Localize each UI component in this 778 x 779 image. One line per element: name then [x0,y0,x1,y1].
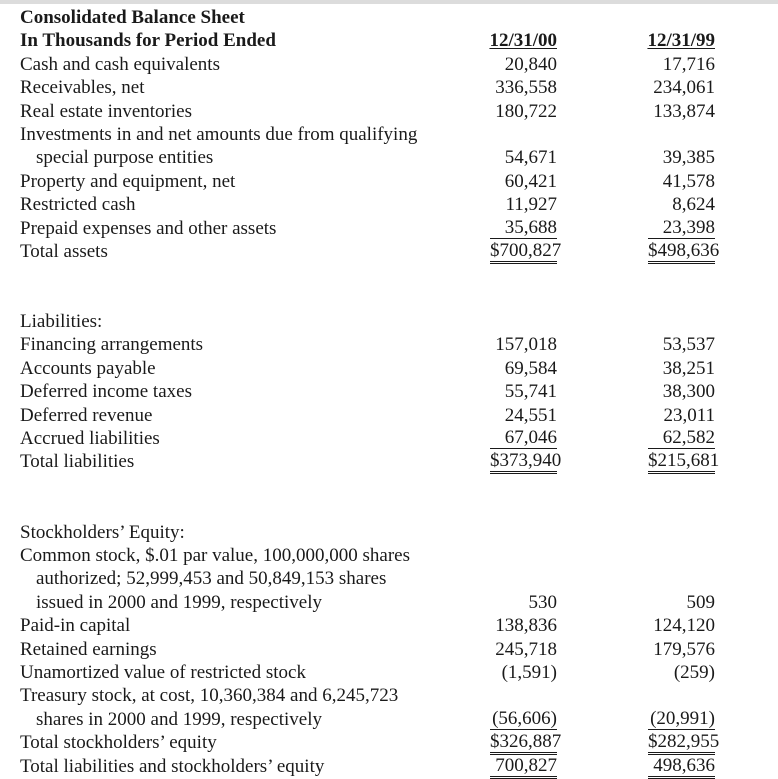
table-row [20,404,760,427]
row-label: Investments in and net amounts due from qualifying [20,123,418,145]
row-label-continued: shares in 2000 and 1999, respectively [36,708,322,730]
value-1999: 38,300 [662,381,715,403]
row-label: Total assets [20,240,108,262]
value-2000: 20,840 [504,53,557,75]
column-header-2000: 12/31/00 [489,30,557,52]
value-2000: 11,927 [505,194,557,216]
row-label: Property and equipment, net [20,170,236,192]
value-1999: $215,681 [648,450,715,474]
row-label-continued: issued in 2000 and 1999, respectively [36,591,323,613]
table-row [20,591,760,614]
value-2000: $373,940 [490,450,557,474]
value-1999: 509 [686,591,715,613]
value-2000: 180,722 [495,100,557,122]
row-label: Total stockholders’ equity [20,732,217,754]
balance-sheet [20,6,760,778]
value-1999: 62,582 [648,427,715,449]
row-label: Accrued liabilities [20,428,160,450]
value-2000: 157,018 [495,334,557,356]
row-label: Total liabilities and stockholders’ equity [20,755,325,777]
row-label: Accounts payable [20,357,156,379]
row-label: Real estate inventories [20,100,192,122]
value-2000: 245,718 [495,638,557,660]
value-1999: 38,251 [662,357,715,379]
equity-heading: Stockholders’ Equity: [20,521,185,543]
table-row [20,193,760,216]
row-label: Common stock, $.01 par value, 100,000,000 shares [20,544,410,566]
table-row [20,53,760,76]
row-label: Unamortized value of restricted stock [20,661,306,683]
value-2000: 700,827 [490,755,557,779]
row-label: Paid-in capital [20,615,131,637]
value-2000: 55,741 [504,381,557,403]
value-2000: 54,671 [504,147,557,169]
top-edge-bar [0,0,778,4]
table-row [20,76,760,99]
section-heading-row [20,310,760,333]
row-label: Deferred revenue [20,404,153,426]
value-2000: 60,421 [504,170,557,192]
table-row [20,638,760,661]
value-2000: 138,836 [495,615,557,637]
value-2000: 24,551 [504,404,557,426]
value-1999: 498,636 [648,755,715,779]
table-row-wrap [20,567,760,590]
total-row [20,450,760,473]
value-2000: 67,046 [490,427,557,449]
table-row-wrap [20,123,760,146]
table-row [20,614,760,637]
row-label: Total liabilities [20,451,135,473]
value-2000: $700,827 [490,240,557,264]
value-1999: 8,624 [672,194,715,216]
table-row [20,146,760,169]
value-1999: (259) [673,661,715,683]
value-2000: $326,887 [490,731,557,755]
row-label: Treasury stock, at cost, 10,360,384 and 6,245,723 [20,685,399,707]
value-2000: (1,591) [501,661,557,683]
column-header-1999: 12/31/99 [647,30,715,52]
table-row [20,661,760,684]
spacer [20,287,760,310]
value-1999: $282,955 [648,731,715,755]
row-label: Financing arrangements [20,334,204,356]
table-row [20,357,760,380]
title-row [20,6,760,29]
row-label: Receivables, net [20,77,145,99]
value-1999: 133,874 [653,100,715,122]
sheet-subtitle: In Thousands for Period Ended [20,30,276,52]
table-row [20,170,760,193]
value-1999: (20,991) [648,708,715,730]
value-2000: 336,558 [495,77,557,99]
row-label: Deferred income taxes [20,381,192,403]
value-1999: 234,061 [653,77,715,99]
value-1999: 17,716 [662,53,715,75]
grand-total-row [20,755,760,778]
value-1999: 53,537 [662,334,715,356]
liabilities-heading: Liabilities: [20,311,103,333]
header-row [20,29,760,52]
row-label: Restricted cash [20,194,136,216]
total-row [20,240,760,263]
table-row [20,380,760,403]
value-1999: $498,636 [648,240,715,264]
value-1999: 23,398 [648,217,715,239]
value-2000: 35,688 [490,217,557,239]
value-1999: 39,385 [662,147,715,169]
value-2000: 530 [528,591,557,613]
sheet-title: Consolidated Balance Sheet [20,7,245,28]
row-label-continued: authorized; 52,999,453 and 50,849,153 shares [36,568,387,590]
value-1999: 23,011 [663,404,715,426]
table-row [20,100,760,123]
value-1999: 179,576 [653,638,715,660]
table-row-wrap [20,684,760,707]
table-row [20,333,760,356]
row-label: Cash and cash equivalents [20,53,220,75]
value-2000: (56,606) [490,708,557,730]
total-row [20,731,760,754]
row-label: Prepaid expenses and other assets [20,217,277,239]
spacer [20,263,760,286]
spacer [20,497,760,520]
table-row-wrap [20,544,760,567]
row-label-continued: special purpose entities [36,147,214,169]
value-1999: 41,578 [662,170,715,192]
row-label: Retained earnings [20,638,157,660]
value-2000: 69,584 [504,357,557,379]
table-row [20,708,760,731]
table-row [20,217,760,240]
value-1999: 124,120 [653,615,715,637]
section-heading-row [20,521,760,544]
spacer [20,474,760,497]
table-row [20,427,760,450]
